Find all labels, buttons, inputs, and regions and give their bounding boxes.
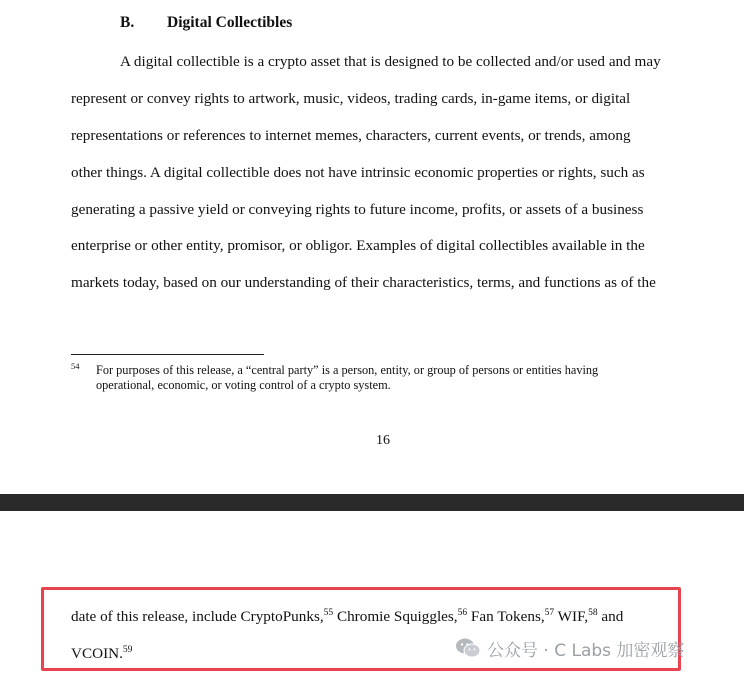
section-letter: B. (120, 14, 135, 31)
footnote-divider (71, 354, 264, 355)
paragraph-line-4: other things. A digital collectible does not have intrinsic economic properties or rights, such as (71, 164, 645, 181)
footnote-ref-56[interactable]: 56 (457, 608, 468, 618)
page-break-bar (0, 494, 744, 511)
watermark (455, 636, 684, 660)
footnote-number: 54 (71, 361, 80, 371)
paragraph-line-3: representations or references to internet memes, characters, current events, or trends, among (71, 127, 631, 144)
paragraph-line-7: markets today, based on our understanding of their characteristics, terms, and functions as of the (71, 274, 656, 291)
footnote-ref-59[interactable]: 59 (122, 645, 133, 655)
footnote-ref-55[interactable]: 55 (323, 608, 334, 618)
continuation-text: WIF, (554, 608, 589, 625)
paragraph-line-5: generating a passive yield or conveying rights to future income, profits, or assets of a business (71, 201, 644, 218)
continuation-text: VCOIN. (71, 645, 123, 662)
footnote-ref-57[interactable]: 57 (544, 608, 555, 618)
section-title: Digital Collectibles (167, 14, 293, 31)
wechat-icon (455, 637, 481, 659)
continuation-text: Fan Tokens, (467, 608, 545, 625)
footnote-line-2: operational, economic, or voting control of a crypto system. (96, 378, 391, 392)
page-number: 16 (376, 433, 390, 448)
paragraph-line-6: enterprise or other entity, promisor, or obligor. Examples of digital collectibles available in the (71, 237, 645, 254)
section-heading (120, 14, 292, 32)
continuation-text: Chromie Squiggles, (333, 608, 458, 625)
paragraph-line-1: A digital collectible is a crypto asset that is designed to be collected and/or used and may (120, 53, 661, 70)
footnote-line-1: For purposes of this release, a “central party” is a person, entity, or group of persons or entities having (96, 363, 599, 377)
paragraph-line-2: represent or convey rights to artwork, music, videos, trading cards, in-game items, or digital (71, 90, 631, 107)
continuation-text: and (597, 608, 624, 625)
continuation-text: date of this release, include CryptoPunks, (71, 608, 324, 625)
footnote-ref-58[interactable]: 58 (588, 608, 598, 618)
watermark-text: 公众号 · C Labs 加密观察 (487, 640, 685, 661)
